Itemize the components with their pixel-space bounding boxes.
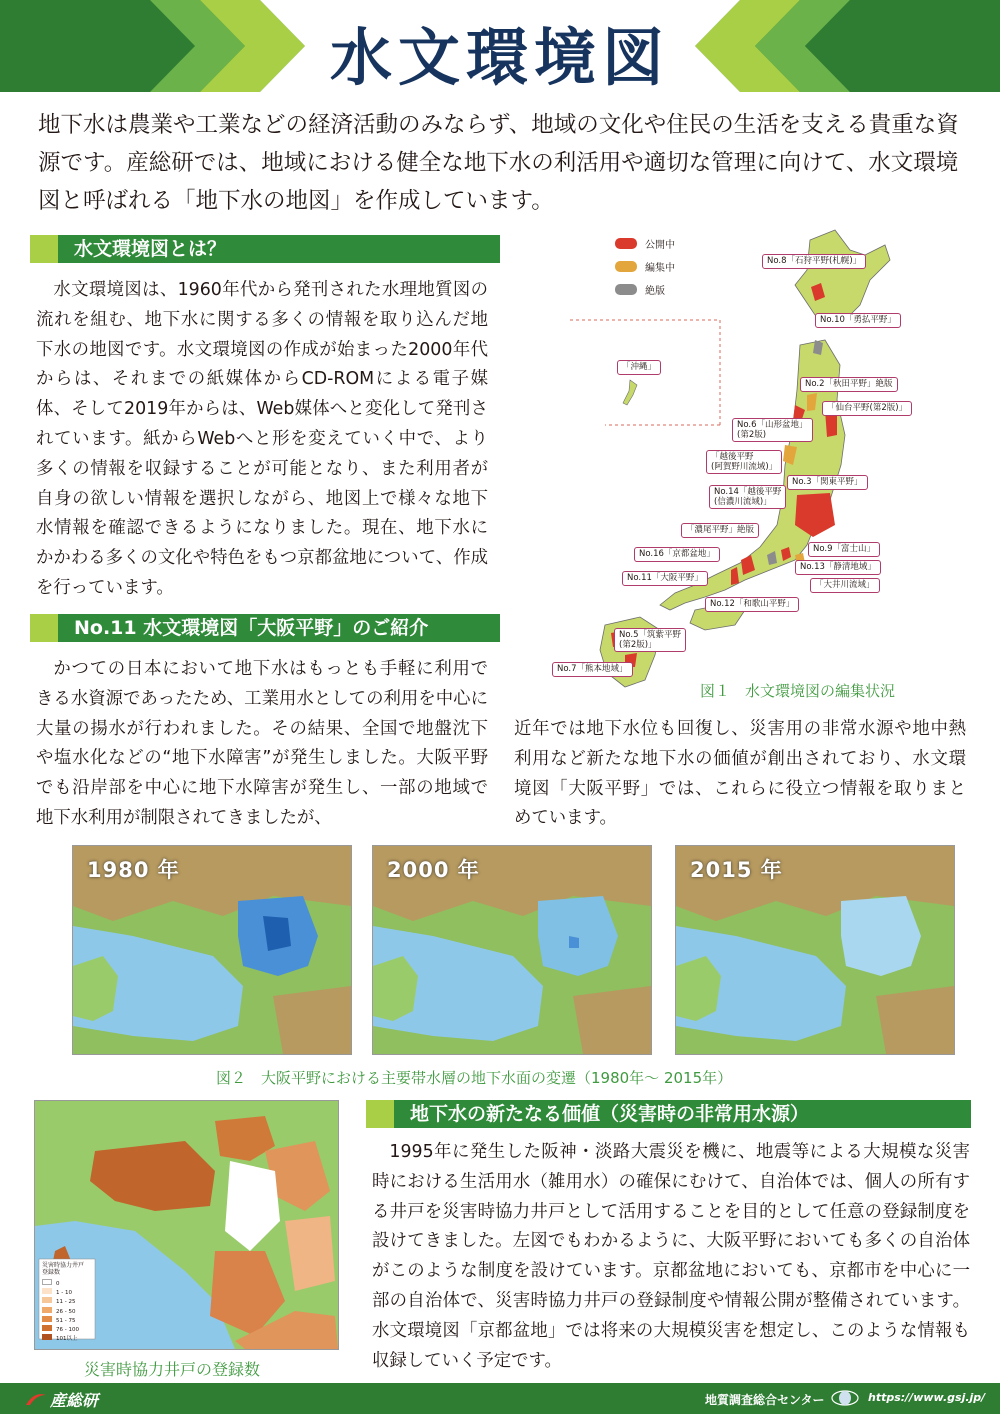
osaka-map-1980 [72, 845, 352, 1055]
page-title: 水文環境図 [329, 21, 670, 92]
map-label-line: 「越後平野 [711, 452, 754, 462]
gsj-logo-icon [830, 1389, 860, 1407]
well-map-image [35, 1101, 338, 1349]
section-new-value-body [372, 1138, 970, 1376]
footer-organization: 地質調査総合センター [705, 1393, 825, 1407]
paragraph: かつての日本において地下水はもっとも手軽に利用できる水資源であったため、工業用水としての利用を中心に大量の揚水が行われました。その結果、全国で地盤沈下や塩水化などの“地下水障害”が発生しました。大阪平野でも沿岸部を中心に地下水障害が発生し、一部の地域で地下水利用が制限されてきましたが、 [36, 659, 488, 828]
legend-item-editing [615, 259, 675, 274]
intro-text: 地下水は農業や工業などの経済活動のみならず、地域の文化や住民の生活を支える貴重な資源です。産総研では、地域における健全な地下水の利活用や適切な管理に向けて、水文環境図と呼ばれる「地下水の地図」を作成しています。 [38, 112, 959, 214]
section-heading-label: No.11 水文環境図「大阪平野」のご紹介 [74, 617, 429, 639]
map-label: No.10「勇払平野」 [815, 313, 901, 328]
section-osaka-body-left [36, 655, 488, 834]
map-label: No.2「秋田平野」絶版 [800, 377, 898, 392]
section-heading-new-value [366, 1100, 971, 1128]
well-legend-item [42, 1288, 79, 1297]
map-year-label: 2015 年 [690, 858, 783, 882]
well-legend-label: 51 - 75 [56, 1317, 76, 1324]
map-label: No.9「富士山」 [808, 542, 880, 557]
well-legend-label: 11 - 25 [56, 1299, 76, 1306]
well-legend-label: 26 - 50 [56, 1308, 76, 1315]
well-legend-title: 災害時協力井戸 登録数 [42, 1262, 85, 1276]
map-label-line: (第2版)」 [619, 640, 657, 650]
well-legend-item [42, 1334, 79, 1343]
well-legend-item [42, 1307, 79, 1316]
map-label: No.16「京都盆地」 [634, 547, 720, 562]
well-legend-label: 101以上 [56, 1336, 78, 1343]
section-osaka-body-right [514, 715, 966, 834]
well-registration-map [34, 1100, 339, 1350]
map-label [709, 485, 786, 509]
well-legend-label: 76 - 100 [56, 1327, 79, 1334]
map-label: No.13「静清地域」 [795, 560, 881, 575]
legend-label: 編集中 [645, 263, 675, 274]
map-year-label: 2000 年 [387, 858, 480, 882]
footer-logo-text: 産総研 [50, 1391, 99, 1410]
well-legend-item [42, 1297, 79, 1306]
legend-swatch [615, 261, 637, 272]
legend-swatch [615, 284, 637, 295]
well-legend-item [42, 1325, 79, 1334]
aist-logo-icon [24, 1391, 48, 1407]
map-label: No.3「関東平野」 [787, 475, 868, 490]
figure1-caption: 図１ 水文環境図の編集状況 [700, 682, 896, 700]
paragraph: 近年では地下水位も回復し、災害用の非常水源や地中熱利用など新たな地下水の価値が創出されており、水文環境図「大阪平野」では、これらに役立つ情報を取りまとめています。 [514, 719, 966, 829]
map-label-line: No.6「山形盆地」 [737, 420, 808, 430]
map-label: No.8「石狩平野(札幌)」 [762, 254, 866, 269]
section-heading-label: 水文環境図とは？ [74, 238, 227, 260]
map-label: No.11「大阪平野」 [622, 571, 708, 586]
map-label: 「沖縄」 [617, 360, 661, 375]
legend-label: 公開中 [645, 240, 675, 251]
section-heading-what-is [30, 235, 500, 263]
map-label-line: (第2版) [737, 430, 767, 440]
map-label: No.7「熊本地域」 [552, 662, 633, 677]
map-label-line: No.14「越後平野 [714, 487, 782, 497]
map-label: 「大井川流域」 [810, 578, 880, 593]
legend-swatch [615, 238, 637, 249]
map-year-label: 1980 年 [87, 858, 180, 882]
well-legend [42, 1279, 79, 1343]
map-label-line: No.5「筑紫平野 [619, 630, 682, 640]
map-label: 「仙台平野(第2版)」 [822, 401, 912, 416]
header-banner [0, 0, 1000, 92]
paragraph: 水文環境図は、1960年代から発刊された水理地質図の流れを組む、地下水に関する多くの情報を取り込んだ地下水の地図です。水文環境図の作成が始まった2000年代からは、それまでの紙媒体からCD-ROMによる電子媒体、そして2019年からは、Web媒体へと変化して発刊されています。紙からWebへと形を変えていく中で、より多くの情報を収録することが可能となり、また利用者が自身の欲しい情報を選択しながら、地図上で様々な地下水情報を確認できるようになりました。現在、地下水にかかわる多くの文化や特色をもつ京都盆地について、作成を行っています。 [36, 280, 488, 598]
osaka-map-2000 [372, 845, 652, 1055]
legend-item-out-of-print [615, 282, 665, 297]
legend-label: 絶版 [645, 286, 665, 297]
section-heading-osaka [30, 614, 500, 642]
map-label: No.12「和歌山平野」 [705, 597, 799, 612]
map-label-line: (阿賀野川流域)」 [711, 462, 778, 472]
figure2-caption: 図２ 大阪平野における主要帯水層の地下水面の変遷（1980年～ 2015年） [216, 1069, 733, 1087]
map-label [614, 628, 686, 652]
section-heading-label: 地下水の新たなる価値（災害時の非常用水源） [410, 1103, 810, 1125]
well-legend-label: 1 - 10 [56, 1290, 72, 1297]
footer-url-link[interactable]: https://www.gsj.jp/ [868, 1391, 986, 1404]
well-legend-label: 0 [56, 1281, 60, 1287]
well-legend-item [42, 1316, 79, 1325]
section-what-is-body [36, 276, 488, 604]
map-label [706, 450, 782, 474]
map-label [732, 418, 813, 442]
legend-item-published [615, 236, 675, 251]
figure3-caption: 災害時協力井戸の登録数 [84, 1360, 261, 1379]
well-legend-item [42, 1279, 79, 1288]
map-label-line: (信濃川流域)」 [714, 497, 772, 507]
paragraph: 1995年に発生した阪神・淡路大震災を機に、地震等による大規模な災害時における生活用水（雑用水）の確保にむけて、自治体では、個人の所有する井戸を災害時協力井戸として活用することを目的として任意の登録制度を設けてきました。左図でもわかるように、大阪平野においても多くの自治体がこのような制度を設けています。京都盆地においても、京都市を中心に一部の自治体で、災害時協力井戸の登録制度や情報公開が整備されています。水文環境図「京都盆地」では将来の大規模災害を想定し、このような情報も収録していく予定です。 [372, 1142, 970, 1371]
osaka-map-2015 [675, 845, 955, 1055]
footer [0, 1383, 1000, 1414]
map-label: 「濃尾平野」絶版 [681, 523, 759, 538]
